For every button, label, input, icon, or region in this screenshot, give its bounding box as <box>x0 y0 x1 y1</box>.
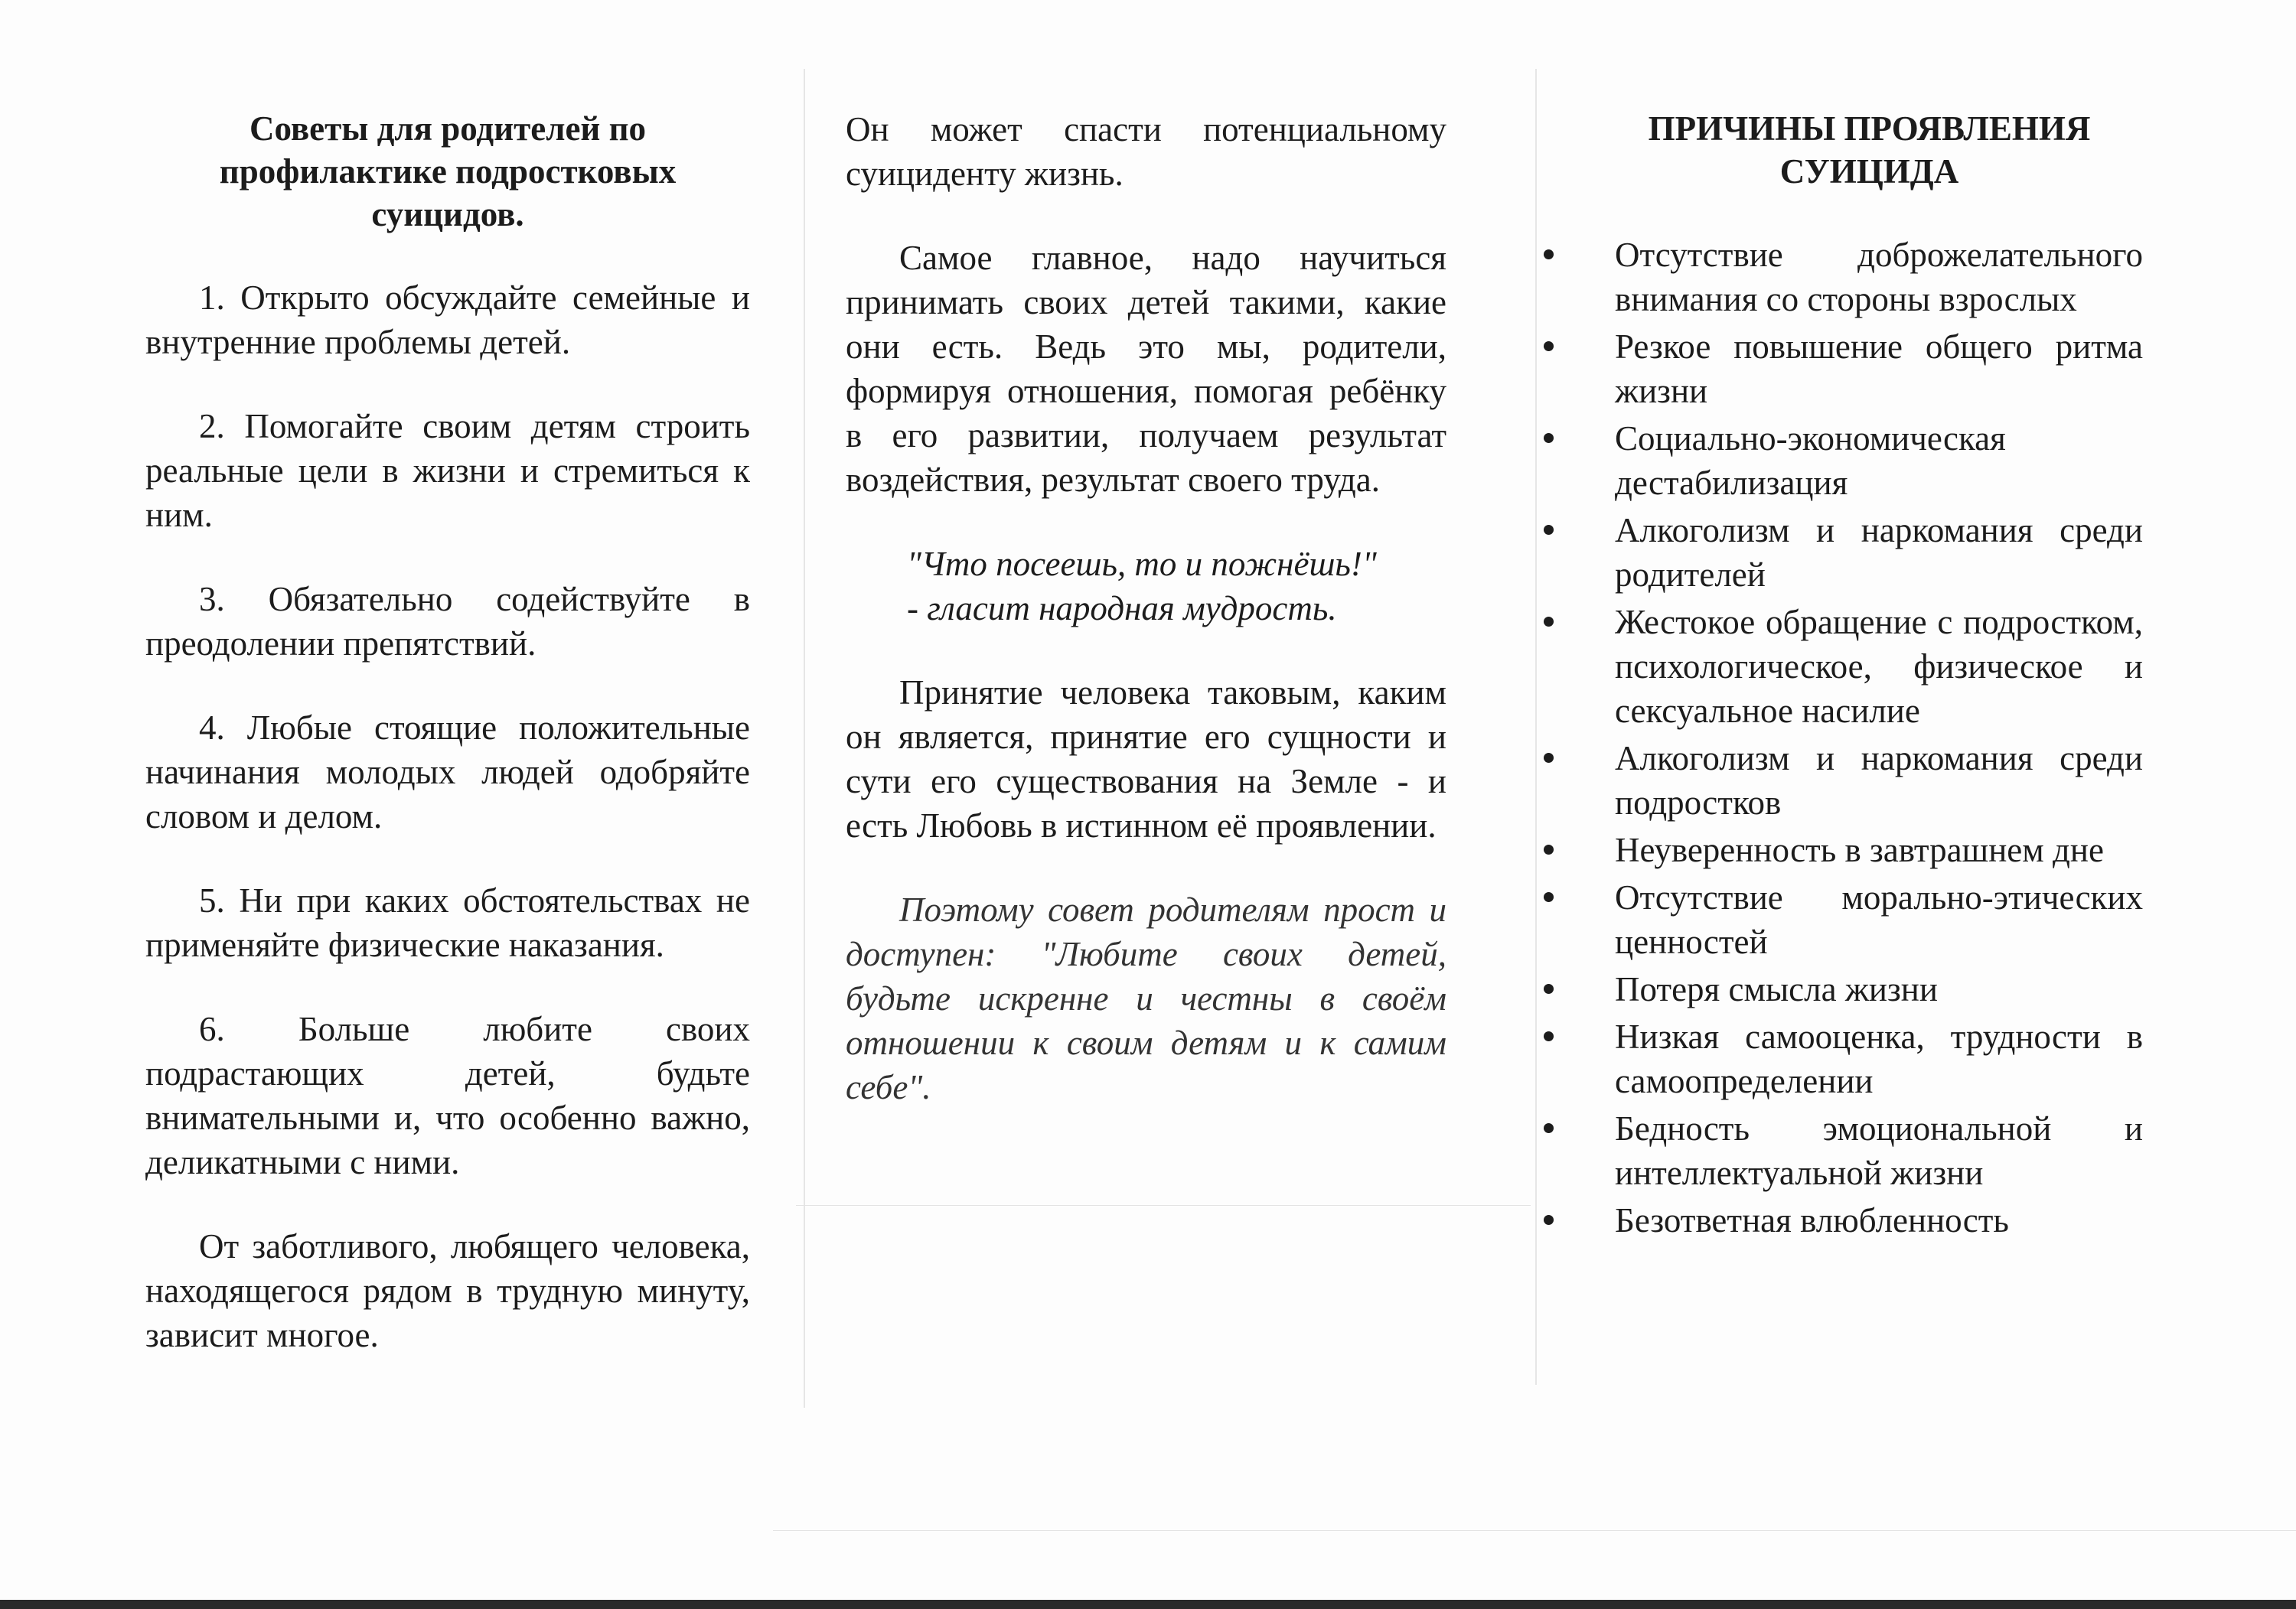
main-advice-paragraph: Самое главное, надо научиться принимать своих детей такими, какие они есть. Ведь это мы, родители, формируя отношения, помогая ребёнку в его развитии, получаем результат воздействия, результат своего труда. <box>846 239 1446 499</box>
list-item: Алкоголизм и наркомания среди родителей <box>1534 508 2143 597</box>
proverb-attribution: - гласит народная мудрость. <box>907 589 1337 627</box>
scan-bottom-edge <box>0 1600 2296 1609</box>
bullet-icon <box>1544 341 1554 351</box>
tip-paragraph: 6. Больше любите своих подрастающих детей, будьте внимательными и, что особенно важно, деликатными с ними. <box>145 1010 750 1181</box>
list-item: Потеря смысла жизни <box>1534 967 2143 1011</box>
bullet-icon <box>1544 617 1554 627</box>
causes-title <box>1596 107 2143 193</box>
list-item: Резкое повышение общего ритма жизни <box>1534 324 2143 413</box>
bullet-icon <box>1544 1215 1554 1225</box>
causes-list <box>1534 233 2143 1243</box>
bullet-icon <box>1544 249 1554 259</box>
left-column <box>145 107 750 1397</box>
tip-paragraph: 2. Помогайте своим детям строить реальные цели в жизни и стремиться к ним. <box>145 407 750 534</box>
causes-title-line2: СУИЦИДА <box>1779 152 1959 191</box>
bullet-icon <box>1544 433 1554 443</box>
list-item: Алкоголизм и наркомания среди подростков <box>1534 736 2143 825</box>
causes-title-line1: ПРИЧИНЫ ПРОЯВЛЕНИЯ <box>1648 109 2091 148</box>
fold-line-left <box>804 69 805 1408</box>
proverb-line: "Что посеешь, то и пожнёшь!" <box>907 545 1377 583</box>
bullet-icon <box>1544 753 1554 763</box>
bullet-icon <box>1544 1123 1554 1133</box>
tip-paragraph: 4. Любые стоящие положительные начинания молодых людей одобряйте словом и делом. <box>145 708 750 835</box>
list-item: Безответная влюбленность <box>1534 1198 2143 1243</box>
bullet-icon <box>1544 984 1554 994</box>
list-item: Бедность эмоциональной и интеллектуальной жизни <box>1534 1106 2143 1195</box>
list-item: Социально-экономическая дестабилизация <box>1534 416 2143 505</box>
left-column-title: Советы для родителей по профилактике подростковых суицидов. <box>219 109 677 233</box>
tip-paragraph: 5. Ни при каких обстоятельствах не применяйте физические наказания. <box>145 881 750 964</box>
advice-conclusion: Поэтому совет родителям прост и доступен: "Любите своих детей, будьте искренне и честны в своём отношении к своим детям и к самим себе". <box>846 891 1446 1106</box>
bullet-icon <box>1544 892 1554 902</box>
continuation-paragraph: Он может спасти потенциальному суициденту жизнь. <box>846 110 1446 193</box>
bullet-icon <box>1544 525 1554 535</box>
scan-artifact-line <box>796 1205 1531 1206</box>
tip-paragraph: 1. Открыто обсуждайте семейные и внутренние проблемы детей. <box>145 278 750 361</box>
scan-artifact-line <box>773 1530 2296 1531</box>
right-column <box>1534 107 2143 1246</box>
closing-paragraph: От заботливого, любящего человека, находящегося рядом в трудную минуту, зависит многое. <box>145 1227 750 1354</box>
list-item: Отсутствие доброжелательного внимания со стороны взрослых <box>1534 233 2143 321</box>
tip-paragraph: 3. Обязательно содействуйте в преодолении препятствий. <box>145 580 750 663</box>
bullet-icon <box>1544 845 1554 855</box>
bullet-icon <box>1544 1031 1554 1041</box>
acceptance-paragraph: Принятие человека таковым, каким он является, принятие его сущности и сути его существования на Земле - и есть Любовь в истинном её проявлении. <box>846 673 1446 845</box>
proverb-quote <box>846 542 1446 630</box>
list-item: Жестокое обращение с подростком, психологическое, физическое и сексуальное насилие <box>1534 600 2143 733</box>
list-item: Низкая самооценка, трудности в самоопределении <box>1534 1015 2143 1103</box>
middle-column <box>846 107 1446 1149</box>
list-item: Отсутствие морально-этических ценностей <box>1534 875 2143 964</box>
list-item: Неуверенность в завтрашнем дне <box>1534 828 2143 872</box>
